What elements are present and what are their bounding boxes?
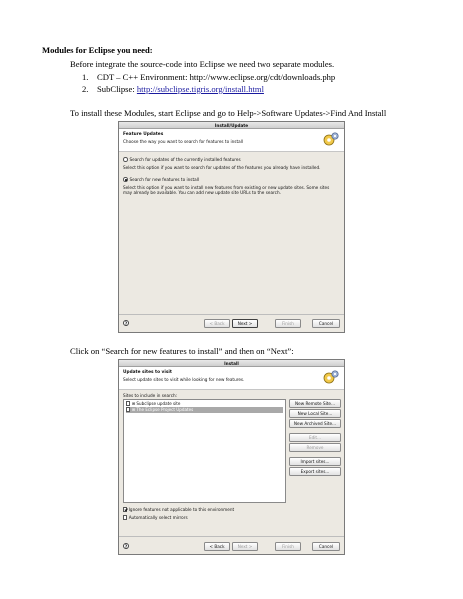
finish-button[interactable]: Finish [275,542,301,551]
subclipse-install-link[interactable]: http://subclipse.tigris.org/install.html [136,84,264,94]
dialog-title-bar[interactable]: Install/Update [119,122,344,129]
site-checkbox[interactable] [126,407,130,411]
new-remote-site-button[interactable]: New Remote Site... [289,399,341,408]
header-description: Select update sites to visit while looking for new features. [123,377,245,382]
header-title: Update sites to visit [123,370,172,375]
button-separator [119,536,344,537]
module-list [82,72,335,96]
cancel-button[interactable]: Cancel [312,542,340,551]
list-item[interactable] [126,407,283,413]
module-cdt-text: CDT – C++ Environment: http://www.eclipse.org/cdt/downloads.php [97,72,336,82]
page-heading: Modules for Eclipse you need: [42,45,153,55]
help-icon[interactable]: ? [124,321,128,326]
list-number: 2. [82,84,89,94]
back-button[interactable]: < Back [204,319,230,328]
module-subclipse-text: SubClipse: [97,84,137,94]
next-button[interactable]: Next > [232,542,258,551]
export-sites-button[interactable]: Export sites... [289,467,341,476]
sites-list-label: Sites to include in search: [123,393,178,398]
help-icon[interactable]: ? [124,544,128,549]
install-instruction: To install these Modules, start Eclipse and go to Help->Software Updates->Find And Install [70,108,387,118]
remove-button[interactable]: Remove [289,443,341,452]
search-new-radio[interactable] [123,177,128,182]
expand-icon[interactable]: ⊞ [131,401,137,406]
ignore-features-row[interactable] [123,507,234,512]
list-number: 1. [82,72,89,82]
search-updates-label: Search for updates of the currently installed features [129,157,241,162]
search-updates-description: Select this option if you want to search for updates of the features you already have installed. [123,165,321,170]
intro-text: Before integrate the source-code into Eclipse we need two separate modules. [70,59,335,69]
cancel-button[interactable]: Cancel [312,319,340,328]
import-sites-button[interactable]: Import sites... [289,457,341,466]
option-search-new [123,177,338,196]
dialog-header [119,367,344,390]
header-title: Feature Updates [123,132,164,137]
list-item [82,72,335,84]
site-label: Subclipse update site [136,401,181,406]
search-updates-radio[interactable] [123,157,128,162]
update-gears-icon [322,369,340,387]
search-new-radio-row[interactable] [123,177,338,182]
option-search-updates [123,157,338,170]
update-sites-list[interactable] [123,399,286,503]
dialog-header [119,129,344,152]
new-archived-site-button[interactable]: New Archived Site... [289,419,341,428]
search-new-label: Search for new features to install [129,177,199,182]
back-button[interactable]: < Back [204,542,230,551]
update-gears-icon [322,131,340,149]
dialog-title-bar[interactable]: Install [119,360,344,367]
edit-button[interactable]: Edit... [289,433,341,442]
finish-button[interactable]: Finish [275,319,301,328]
search-updates-radio-row[interactable] [123,157,338,162]
ignore-features-label: Ignore features not applicable to this environment [128,507,235,512]
expand-icon[interactable]: ⊞ [131,407,137,412]
ignore-features-checkbox[interactable] [123,507,127,511]
search-new-description: Select this option if you want to install new features from existing or new update sites. Some sites may already be available. You can add new update site URLs to the search. [123,185,330,196]
button-separator [119,314,344,315]
auto-mirrors-row[interactable] [123,515,188,520]
header-description: Choose the way you want to search for features to install [123,139,244,144]
site-label: The Eclipse Project Updates [136,407,194,412]
next-button[interactable]: Next > [232,319,258,328]
site-checkbox[interactable] [126,401,130,405]
click-instruction: Click on “Search for new features to install” and then on “Next”: [70,346,294,356]
list-item [82,84,335,96]
install-dialog [118,359,345,555]
auto-mirrors-label: Automatically select mirrors [128,515,188,520]
auto-mirrors-checkbox[interactable] [123,515,127,519]
install-update-dialog [118,121,345,333]
new-local-site-button[interactable]: New Local Site... [289,409,341,418]
